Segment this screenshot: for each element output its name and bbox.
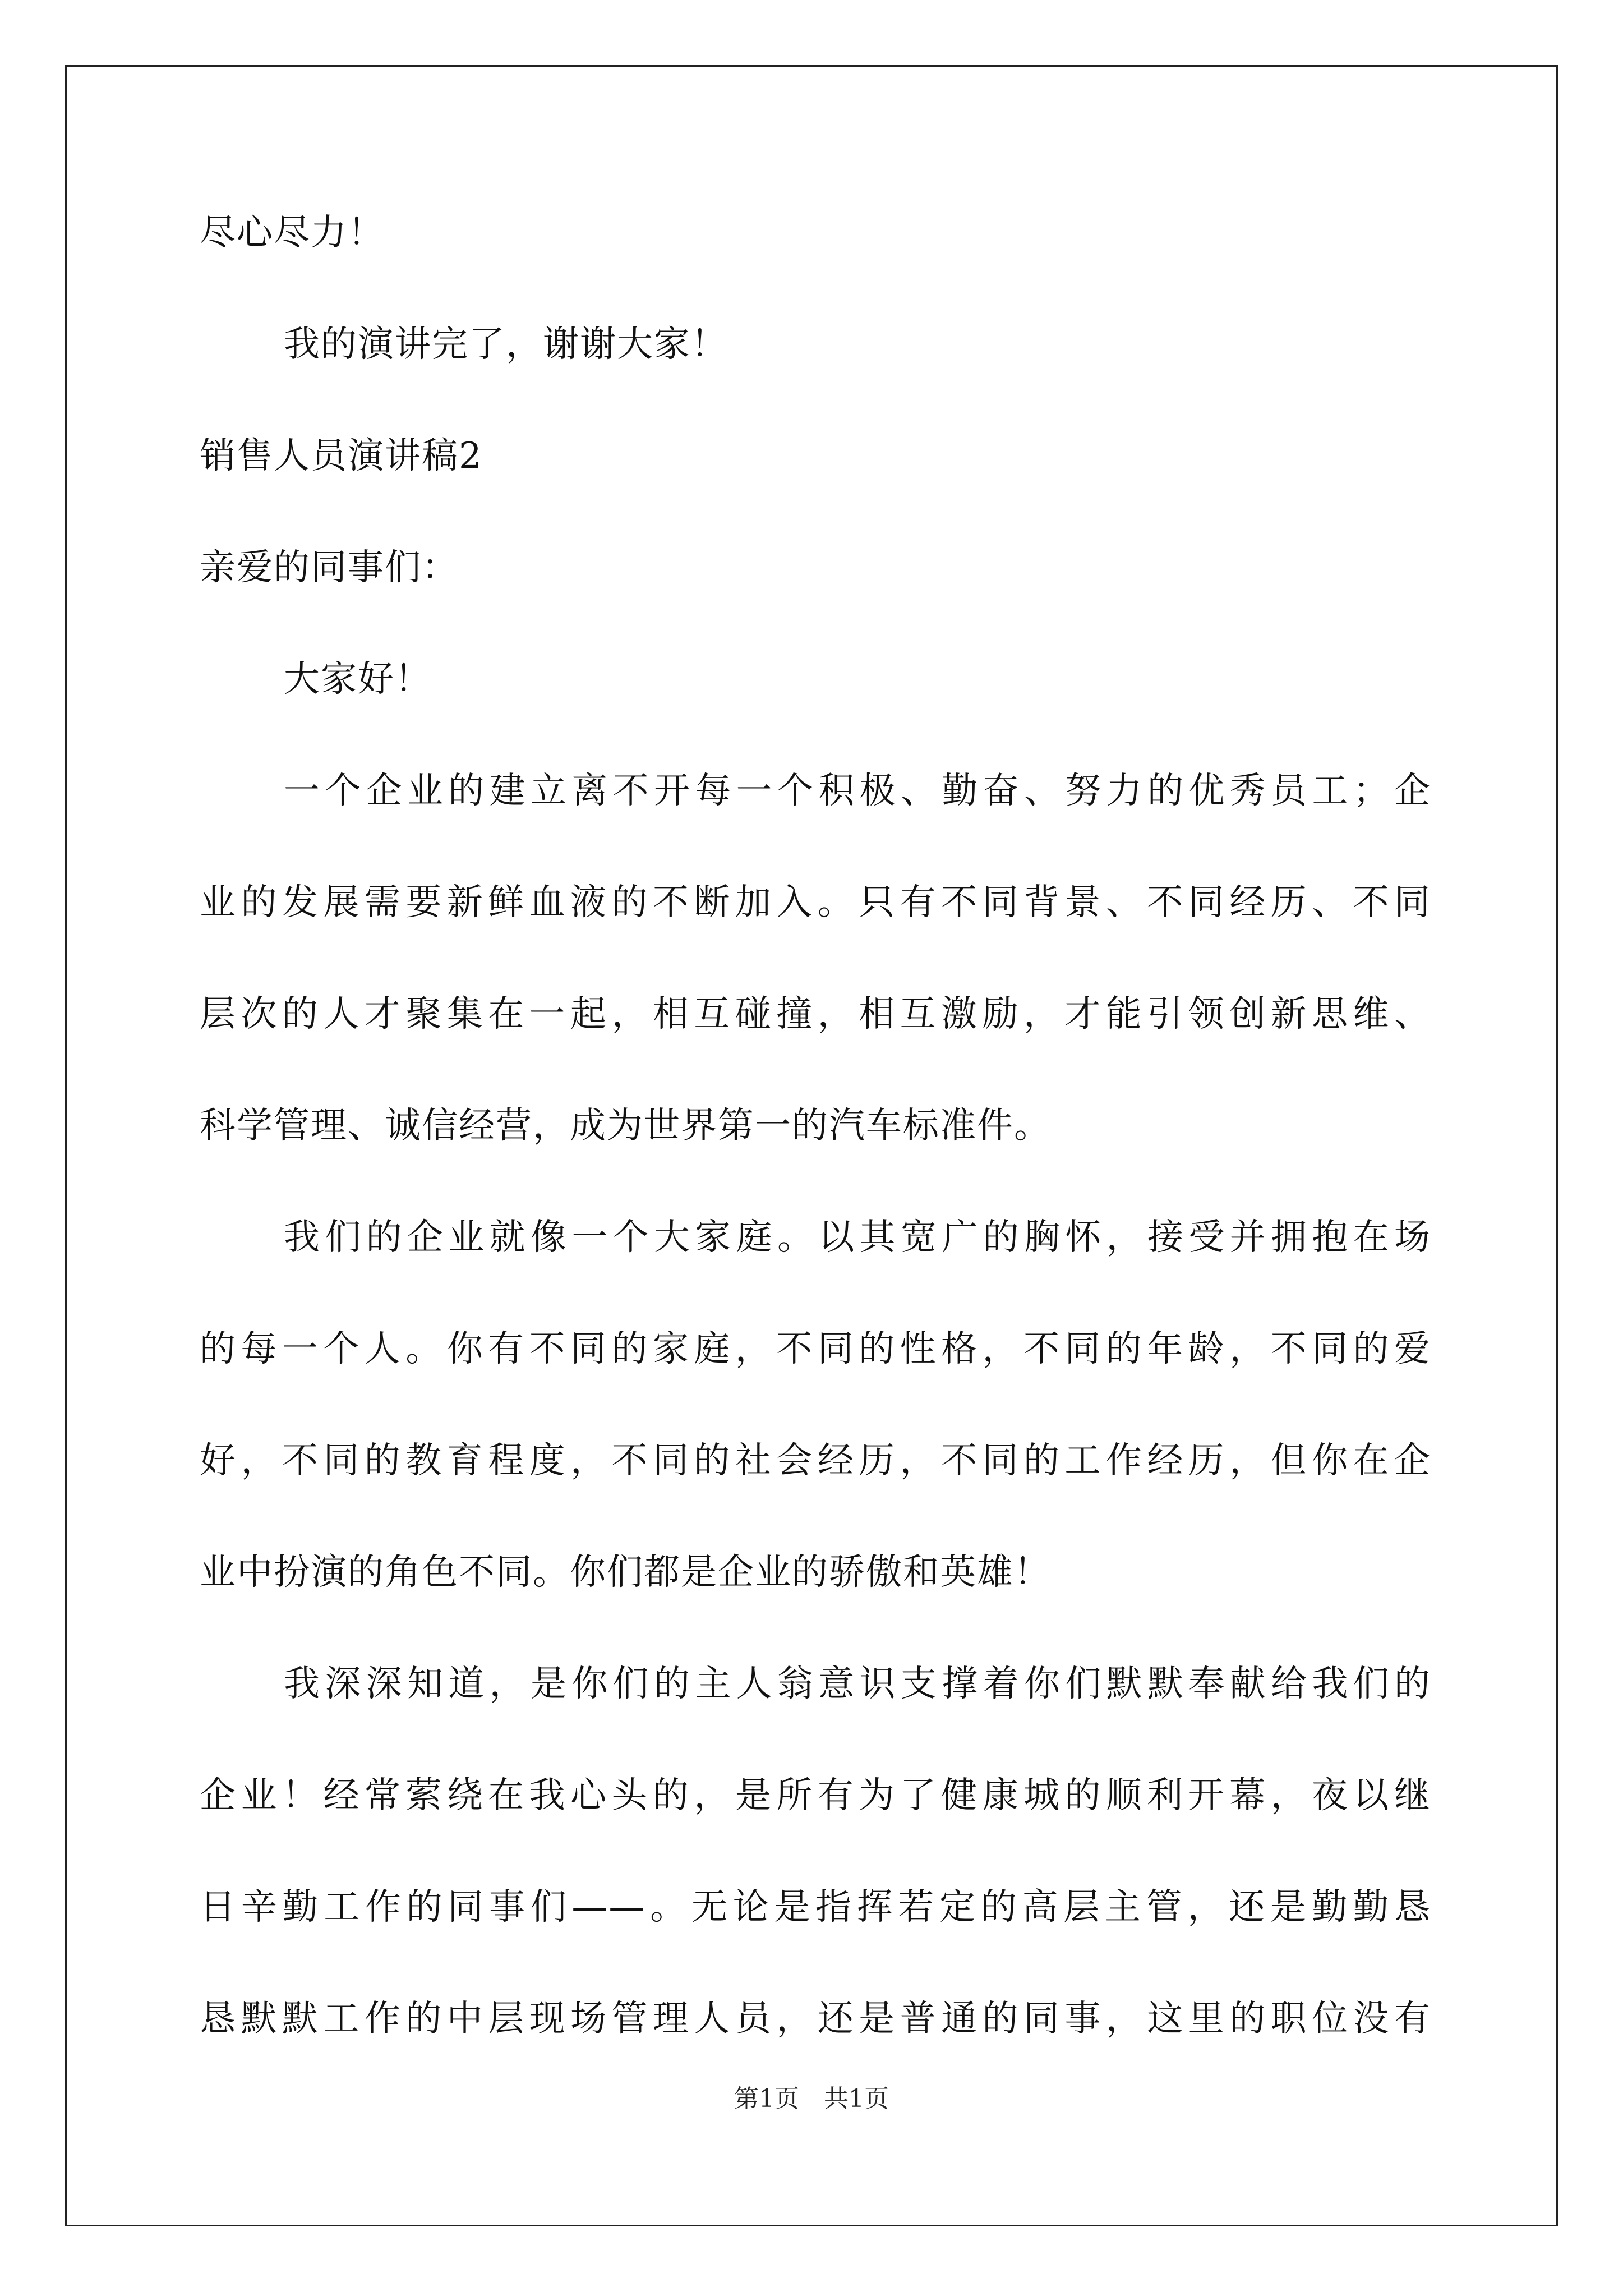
section-heading: 销售人员演讲稿2 — [200, 435, 483, 477]
text-line: 恳默默工作的中层现场管理人员，还是普通的同事，这里的职位没有 — [200, 1998, 1431, 2040]
text-line: 我的演讲完了，谢谢大家！ — [284, 324, 728, 365]
text-line: 大家好！ — [284, 659, 432, 700]
text-line: 我们的企业就像一个大家庭。以其宽广的胸怀，接受并拥抱在场 — [284, 1217, 1431, 1258]
text-line: 好，不同的教育程度，不同的社会经历，不同的工作经历，但你在企 — [200, 1440, 1431, 1481]
text-line: 业的发展需要新鲜血液的不断加入。只有不同背景、不同经历、不同 — [200, 882, 1431, 923]
text-line: 尽心尽力！ — [200, 212, 385, 254]
text-line: 我深深知道，是你们的主人翁意识支撑着你们默默奉献给我们的 — [284, 1663, 1431, 1705]
text-line: 科学管理、诚信经营，成为世界第一的汽车标准件。 — [200, 1105, 1051, 1147]
text-line: 日辛勤工作的同事们——。无论是指挥若定的高层主管，还是勤勤恳 — [200, 1887, 1431, 1928]
text-line: 企业！经常萦绕在我心头的，是所有为了健康城的顺利开幕，夜以继 — [200, 1775, 1431, 1816]
salutation: 亲爱的同事们： — [200, 547, 459, 588]
text-line: 一个企业的建立离不开每一个积极、勤奋、努力的优秀员工；企 — [284, 770, 1431, 812]
text-line: 层次的人才聚集在一起，相互碰撞，相互激励，才能引领创新思维、 — [200, 993, 1431, 1035]
text-line: 的每一个人。你有不同的家庭，不同的性格，不同的年龄，不同的爱 — [200, 1328, 1431, 1370]
page-footer: 第1页 共1页 — [734, 2085, 889, 2113]
text-line: 业中扮演的角色不同。你们都是企业的骄傲和英雄！ — [200, 1552, 1051, 1593]
